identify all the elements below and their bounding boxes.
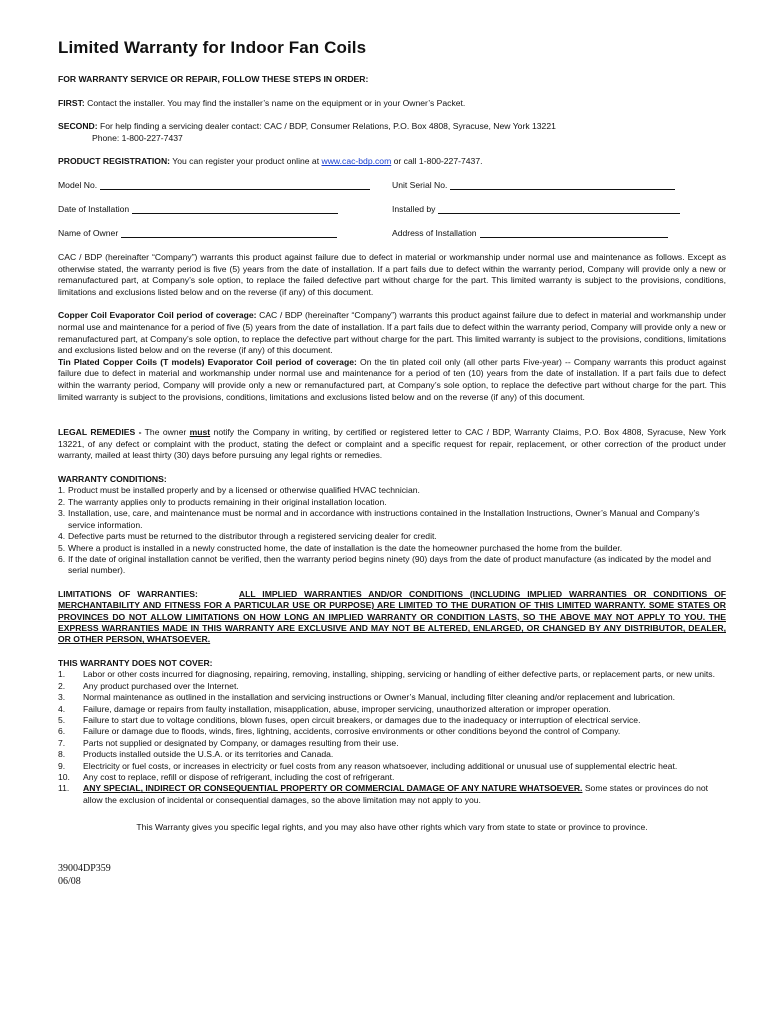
list-item bbox=[58, 749, 726, 760]
owner-name-blank[interactable] bbox=[121, 228, 337, 238]
warranty-intro: CAC / BDP (hereinafter “Company”) warrants this product against failure due to defect in material or workmanship under normal use and maintenance as follows. Except as otherwise stated, the warranty period is five (5) years from the date of installation. If a part fails due to defect within the warranty period, Company will provide only a new or remanufactured part, at Company’s sole option, to replace the failed defective part without charge for the part. This limited warranty is subject to the provisions, conditions, limitations and exclusions listed below and on the reverse (if any) of this document. bbox=[58, 251, 726, 297]
document-date: 06/08 bbox=[58, 876, 81, 888]
first-step-label: FIRST: bbox=[58, 97, 85, 108]
list-item bbox=[58, 715, 726, 726]
condition-number: 6. bbox=[58, 553, 66, 564]
document-footer bbox=[58, 862, 726, 888]
exclusion-text: Failure or damage due to floods, winds, fires, lightning, accidents, corrosive environments or other conditions beyond the control of Company. bbox=[83, 726, 621, 737]
exclusion-11-bold: ANY SPECIAL, INDIRECT OR CONSEQUENTIAL PROPERTY OR COMMERCIAL DAMAGE OF ANY NATURE WHATSOEVER. bbox=[83, 783, 583, 794]
install-date-label: Date of Installation bbox=[58, 203, 130, 214]
limitations bbox=[58, 589, 726, 646]
list-item bbox=[58, 726, 726, 737]
exclusion-text: Electricity or fuel costs, or increases in electricity or fuel costs from any reason whatsoever, including additional or unusual use of supplemental electric heat. bbox=[83, 760, 678, 771]
list-item bbox=[58, 772, 726, 783]
install-date-blank[interactable] bbox=[132, 204, 338, 214]
page-title: Limited Warranty for Indoor Fan Coils bbox=[58, 38, 367, 57]
copper-coverage bbox=[58, 310, 726, 356]
registration-label: PRODUCT REGISTRATION: bbox=[58, 156, 171, 167]
second-step-label: SECOND: bbox=[58, 121, 98, 132]
exclusion-text: Failure, damage or repairs from faulty installation, misapplication, abuse, improper servicing, unauthorized alteration or improper operation. bbox=[83, 703, 611, 714]
second-step-text: For help finding a servicing dealer contact: CAC / BDP, Consumer Relations, P.O. Box 4808, Syracuse, New York 13221 bbox=[97, 121, 556, 132]
exclusion-number: 5. bbox=[58, 714, 66, 725]
list-item bbox=[58, 485, 726, 496]
legal-remedies-text2: notify the Company in writing, by certified or registered letter to CAC / BDP, Warranty Claims, P.O. Box 4808, Syracuse, New York 13221, of any defect or complaint with the product, stating the defect or complaint and a specific request for repair, replacement, or other correction of the product under warranty, mailed at least thirty (30) days before pursuing any legal rights or remedies. bbox=[58, 427, 726, 461]
legal-remedies-text1: The owner bbox=[141, 427, 190, 438]
exclusion-number: 8. bbox=[58, 749, 66, 760]
warranty-document bbox=[58, 38, 726, 888]
exclusion-text: Any product purchased over the Internet. bbox=[83, 680, 239, 691]
list-item bbox=[58, 669, 726, 680]
second-step bbox=[58, 121, 726, 133]
exclusion-11-text: Some states or provinces do not allow the exclusion of incidental or consequential damages, so the above limitation may not apply to you. bbox=[83, 783, 709, 805]
exclusions-list-end bbox=[58, 783, 726, 806]
install-date-field[interactable] bbox=[58, 204, 392, 214]
list-item bbox=[58, 554, 726, 577]
installed-by-label: Installed by bbox=[392, 203, 436, 214]
exclusions-list bbox=[58, 669, 726, 783]
condition-number: 5. bbox=[58, 542, 66, 553]
legal-remedies-label: LEGAL REMEDIES - bbox=[58, 427, 142, 438]
address-label: Address of Installation bbox=[392, 227, 477, 238]
tin-coverage-label: Tin Plated Copper Coils (T models) Evaporator Coil period of coverage: bbox=[58, 356, 357, 367]
exclusion-text: Products installed outside the U.S.A. or its territories and Canada. bbox=[83, 749, 334, 760]
exclusion-number: 10. bbox=[58, 772, 70, 782]
condition-text: Where a product is installed in a newly constructed home, the date of installation is the date the homeowner purchased the home from the builder. bbox=[68, 542, 623, 553]
exclusion-number: 11. bbox=[58, 783, 70, 794]
condition-number: 3. bbox=[58, 508, 66, 519]
list-item bbox=[58, 543, 726, 554]
limitations-label: LIMITATIONS OF WARRANTIES: bbox=[58, 588, 198, 599]
exclusion-text: Labor or other costs incurred for diagnosing, repairing, removing, installing, shipping, servicing or handling of either defective parts, or replacement parts, or new units. bbox=[83, 669, 715, 680]
address-field[interactable] bbox=[392, 228, 726, 238]
tin-coverage bbox=[58, 357, 726, 403]
list-item bbox=[58, 692, 726, 703]
owner-name-field[interactable] bbox=[58, 228, 392, 238]
condition-number: 4. bbox=[58, 531, 66, 542]
first-step bbox=[58, 98, 726, 110]
owner-fields bbox=[58, 180, 726, 252]
list-item bbox=[58, 531, 726, 542]
condition-text: If the date of original installation cannot be verified, then the warranty period begins ninety (90) days from the date of product manufacture (as indicated by the model and serial number). bbox=[68, 553, 712, 576]
registration-text: You can register your product online at bbox=[170, 156, 322, 167]
condition-text: The warranty applies only to products remaining in their original installation location. bbox=[68, 496, 387, 507]
list-item bbox=[58, 761, 726, 772]
list-item bbox=[58, 497, 726, 508]
first-step-text: Contact the installer. You may find the installer’s name on the equipment or in your Owner’s Packet. bbox=[84, 97, 466, 108]
condition-text: Installation, use, care, and maintenance must be normal and in accordance with instructions contained in the Installation Instructions, Owner’s Manual and Company’s service information. bbox=[68, 508, 700, 530]
copper-coverage-label: Copper Coil Evaporator Coil period of coverage: bbox=[58, 310, 257, 321]
document-code: 39004DP359 bbox=[58, 863, 111, 875]
exclusion-number: 4. bbox=[58, 703, 66, 714]
exclusion-number: 6. bbox=[58, 726, 66, 737]
second-step-phone: Phone: 1-800-227-7437 bbox=[92, 132, 183, 143]
condition-number: 2. bbox=[58, 496, 66, 507]
exclusion-number: 2. bbox=[58, 680, 66, 691]
serial-label: Unit Serial No. bbox=[392, 179, 448, 190]
owner-name-label: Name of Owner bbox=[58, 227, 119, 238]
list-item bbox=[58, 783, 726, 806]
installed-by-blank[interactable] bbox=[438, 204, 680, 214]
exclusion-text: Failure to start due to voltage conditions, blown fuses, open circuit breakers, or damages due to the inadequacy or interruption of electrical service. bbox=[83, 714, 641, 725]
exclusion-text: Any cost to replace, refill or dispose of refrigerant, including the cost of refrigerant. bbox=[83, 772, 395, 782]
legal-remedies-must: must bbox=[189, 427, 211, 438]
exclusions-heading: THIS WARRANTY DOES NOT COVER: bbox=[58, 657, 213, 668]
condition-text: Product must be installed properly and by a licensed or otherwise qualified HVAC technician. bbox=[68, 485, 420, 496]
model-label: Model No. bbox=[58, 179, 98, 190]
copper-coverage-text: CAC / BDP (hereinafter “Company”) warrants this product against failure due to defect in material and workmanship under normal use and maintenance for a period of five (5) years from the date of installation. If a part fails due to defect within the warranty period, Company will provide only a new or remanufactured part, at Company’s sole option, to replace the defective part without charge for the part. This limited warranty is subject to the provisions, conditions, limitations and exclusions listed below and on the reverse (if any) of this document. bbox=[58, 310, 726, 356]
exclusion-number: 7. bbox=[58, 737, 66, 748]
installed-by-field[interactable] bbox=[392, 204, 726, 214]
exclusion-number: 9. bbox=[58, 760, 66, 771]
tin-coverage-text: On the tin plated coil only (all other parts Five-year) -- Company warrants this product against failure due to defect in material and workmanship under normal use and maintenance for a period of ten (10) years from the date of installation. If a part fails due to defect within the warranty period, Company will provide only a new or remanufactured part, at Company’s sole option, to replace the defective part without charge for the part. This limited warranty is subject to the provisions, conditions, limitations and exclusions listed below and on the reverse (if any) of this document. bbox=[58, 356, 726, 402]
conditions-heading: WARRANTY CONDITIONS: bbox=[58, 473, 167, 484]
list-item bbox=[58, 704, 726, 715]
list-item bbox=[58, 738, 726, 749]
conditions-list bbox=[58, 485, 726, 576]
serial-blank[interactable] bbox=[450, 180, 675, 190]
list-item bbox=[58, 508, 726, 531]
exclusion-number: 1. bbox=[58, 669, 66, 680]
condition-text: Defective parts must be returned to the distributor through a registered servicing dealer for credit. bbox=[68, 531, 437, 542]
limitations-text: ALL IMPLIED WARRANTIES AND/OR CONDITIONS (INCLUDING IMPLIED WARRANTIES OR CONDITIONS OF MERCHANTABILITY AND FITNESS FOR A PARTICULAR USE OR PURPOSE) ARE LIMITED TO THE DURATION OF THIS LIMITED WARRANTY. SOME STATES OR PROVINCES DO NOT ALLOW LIMITATIONS ON HOW LONG AN IMPLIED WARRANTY OR CONDITION LASTS, SO THE ABOVE MAY NOT APPLY TO YOU. THE EXPRESS WARRANTIES MADE IN THIS WARRANTY ARE EXCLUSIVE AND MAY NOT BE ALTERED, ENLARGED, OR CHANGED BY ANY DISTRIBUTOR, DEALER, OR OTHER PERSON, WHATSOEVER. bbox=[58, 588, 727, 645]
registration-text-after: or call 1-800-227-7437. bbox=[391, 156, 483, 167]
address-blank[interactable] bbox=[480, 228, 668, 238]
product-registration bbox=[58, 156, 726, 168]
list-item bbox=[58, 681, 726, 692]
model-blank[interactable] bbox=[100, 180, 370, 190]
steps-heading: FOR WARRANTY SERVICE OR REPAIR, FOLLOW THESE STEPS IN ORDER: bbox=[58, 74, 369, 84]
exclusion-text: Parts not supplied or designated by Company, or damages resulting from their use. bbox=[83, 737, 399, 748]
exclusion-number: 3. bbox=[58, 692, 66, 703]
legal-remedies bbox=[58, 427, 726, 462]
registration-link[interactable]: www.cac-bdp.com bbox=[321, 156, 392, 167]
condition-number: 1. bbox=[58, 485, 66, 496]
serial-field[interactable] bbox=[392, 180, 726, 190]
model-field[interactable] bbox=[58, 180, 392, 190]
exclusion-text: Normal maintenance as outlined in the installation and servicing instructions or Owner’s Manual, including filter cleaning and/or replacement and lubrication. bbox=[83, 692, 676, 703]
closing-statement: This Warranty gives you specific legal rights, and you may also have other rights which vary from state to state or province to province. bbox=[136, 822, 648, 833]
